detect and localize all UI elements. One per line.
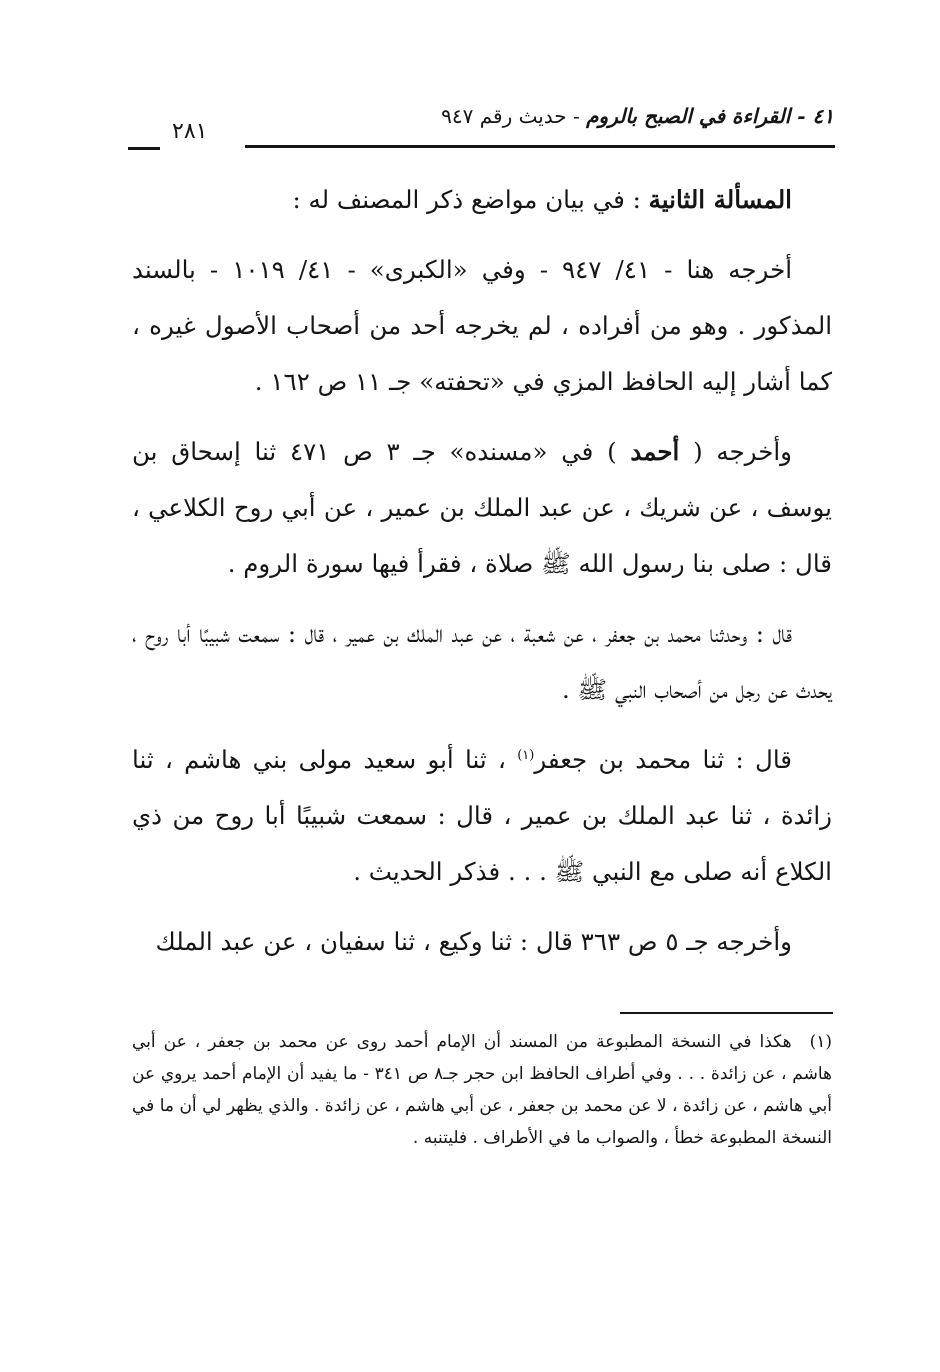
header-rule — [245, 145, 835, 148]
footnote — [132, 1026, 832, 1154]
paragraph-1 — [132, 172, 832, 228]
paragraph-6: وأخرجه جـ ٥ ص ٣٦٣ قال : ثنا وكيع ، ثنا سفيان ، عن عبد الملك — [155, 927, 792, 956]
paragraph-3-rest: ) في «مسنده» جـ ٣ ص ٤٧١ ثنا إسحاق بن يوسف ، عن شريك ، عن عبد الملك بن عمير ، عن أبي روح الكلاعي ، قال : صلى بنا رسول الله ﷺ صلاة ، فقرأ فيها سورة الروم . — [132, 437, 832, 578]
section-label-text: : في بيان مواضع ذكر المصنف له : — [292, 185, 641, 214]
chapter-title: ٤١ - القراءة في الصبح بالروم — [586, 104, 834, 128]
paragraph-5-start: قال : ثنا محمد بن جعفر — [534, 745, 792, 774]
imam-name: أحمد — [630, 437, 680, 466]
footnote-reference[interactable]: (١) — [517, 747, 535, 763]
running-head — [441, 104, 834, 128]
footnote-number: (١) — [809, 1032, 832, 1052]
footnote-rule — [620, 1012, 833, 1014]
paragraph-3-start: وأخرجه ( — [693, 437, 792, 466]
paragraph-3 — [132, 424, 832, 592]
hadith-number: حديث رقم ٩٤٧ — [441, 104, 567, 128]
header-separator: - — [573, 104, 580, 128]
paragraph-4: قال : وحدثنا محمد بن جعفر ، عن شعبة ، عن عبد الملك بن عمير ، قال : سمعت شبيبًا أبا روح ، يحدث عن رجل من أصحاب النبي ﷺ . — [132, 619, 832, 704]
paragraph-2: أخرجه هنا - ٤١/ ٩٤٧ - وفي «الكبرى» - ٤١/ ١٠١٩ - بالسند المذكور . وهو من أفراده ، لم يخرجه أحد من أصحاب الأصول غيره ، كما أشار إليه الحافظ المزي في «تحفته» جـ ١١ ص ١٦٢ . — [132, 255, 833, 396]
paragraph-5 — [132, 732, 832, 900]
page-number: ٢٨١ — [172, 119, 208, 144]
paragraph-5-rest: ، ثنا أبو سعيد مولى بني هاشم ، ثنا زائدة ، ثنا عبد الملك بن عمير ، قال : سمعت شبيبًا أبا روح من ذي الكلاع أنه صلى مع النبي ﷺ . . . فذكر الحديث . — [132, 745, 832, 886]
header-rule-short — [128, 147, 160, 150]
main-text — [132, 172, 832, 984]
footnote-text: هكذا في النسخة المطبوعة من المسند أن الإمام أحمد روى عن محمد بن جعفر ، عن أبي هاشم ، عن زائدة . . . وفي أطراف الحافظ ابن حجر جـ٨ ص ٣٤١ - ما يفيد أن الإمام أحمد يروي عن أبي هاشم ، عن زائدة ، لا عن محمد بن جعفر ، عن أبي هاشم ، عن زائدة . والذي يظهر لي أن ما في النسخة المطبوعة خطأ ، والصواب ما في الأطراف . فليتنبه . — [132, 1032, 832, 1148]
section-label: المسألة الثانية — [648, 185, 792, 214]
